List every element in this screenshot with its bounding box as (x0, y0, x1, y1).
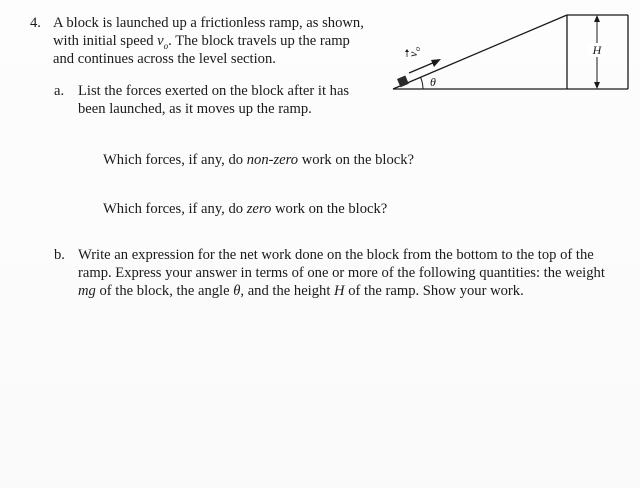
problem-text-line-1: A block is launched up a frictionless ramp, as shown, (53, 15, 364, 31)
svg-text:o: o (413, 47, 422, 51)
part-b-text-line-3: mg of the block, the angle θ, and the height H of the ramp. Show your work. (78, 283, 524, 299)
problem-text-line-2: with initial speed $v_o$. The block travels up the ramp (53, 33, 350, 51)
nonzero-work-question: Which forces, if any, do non-zero work on the block? (103, 152, 414, 168)
height-arrow-top (594, 15, 600, 22)
block (397, 75, 409, 87)
zero-work-question: Which forces, if any, do zero work on the block? (103, 201, 388, 217)
part-b-text-line-2: ramp. Express your answer in terms of one or more of the following quantities: the weight (78, 265, 605, 281)
height-arrow-bottom (594, 82, 600, 89)
problem-number: 4. (30, 15, 41, 31)
part-b-text-line-1: Write an expression for the net work done on the block from the bottom to the top of the (78, 247, 594, 263)
part-a-text-line-1: List the forces exerted on the block after it has (78, 83, 350, 99)
velocity-arrowhead (431, 59, 441, 67)
svg-text:v: v (406, 51, 420, 57)
angle-label: θ (430, 75, 436, 89)
velocity-arrow-shaft (409, 62, 435, 73)
part-a-text-line-2: been launched, as it moves up the ramp. (78, 101, 312, 117)
angle-arc (421, 78, 423, 90)
height-label: H (592, 43, 602, 57)
velocity-label (405, 47, 422, 57)
problem-text-line-3: and continues across the level section. (53, 51, 276, 67)
part-a-label: a. (54, 83, 65, 99)
speed-variable: v (157, 33, 164, 49)
part-b-label: b. (54, 247, 65, 263)
ramp-diagram (385, 6, 635, 96)
